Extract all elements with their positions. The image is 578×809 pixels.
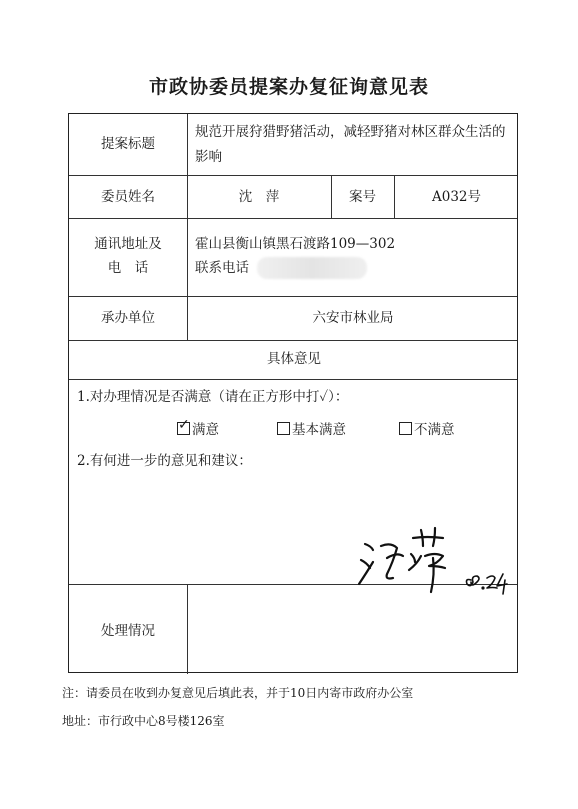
footer-note: 注：请委员在收到办复意见后填此表，并于10日内寄市政府办公室: [62, 686, 414, 700]
row-divider: [69, 175, 517, 176]
option-satisfied[interactable]: [177, 418, 219, 438]
signature-stroke: [359, 562, 373, 584]
row-divider: [69, 296, 517, 297]
page-title: 市政协委员提案办复征询意见表: [148, 76, 429, 98]
signature-stroke: [425, 554, 445, 592]
label-address-line2: 电 话: [107, 260, 149, 276]
col-divider: [187, 114, 188, 340]
checkbox-satisfied[interactable]: [177, 416, 190, 435]
specific-opinion-heading: 具体意见: [267, 351, 321, 367]
checkmark-icon: ✓: [178, 416, 190, 433]
label-processing: 处理情况: [101, 623, 155, 639]
signature-stroke: [361, 560, 370, 568]
option-label: 基本满意: [292, 422, 346, 438]
redacted-phone: [257, 257, 367, 279]
signature-stroke: [413, 537, 443, 538]
handling-unit-value: 六安市林业局: [312, 310, 394, 326]
question-1: 1.对办理情况是否满意（请在正方形中打✓）：: [77, 389, 349, 405]
signature-stroke: [409, 554, 421, 570]
date-digit-8: [467, 576, 480, 586]
label-case-no: 案号: [349, 189, 376, 205]
row-divider: [69, 379, 517, 380]
option-unsatisfied[interactable]: [399, 418, 455, 438]
proposal-title-value: 规范开展狩猎野猪活动，减轻野猪对林区群众生活的影响: [195, 124, 506, 165]
case-no-value: A032号: [431, 189, 482, 205]
option-label: 满意: [192, 422, 219, 438]
signature-stroke: [365, 544, 373, 550]
address-value: 霍山县衡山镇黑石渡路109—302: [195, 236, 396, 252]
option-label: 不满意: [414, 422, 455, 438]
checkbox-unsatisfied[interactable]: [399, 422, 412, 435]
label-handling-unit: 承办单位: [101, 310, 155, 326]
label-address-line1: 通讯地址及: [94, 236, 162, 252]
member-name-value: 沈 萍: [238, 189, 280, 205]
signature-image: [355, 522, 515, 602]
option-basically-satisfied[interactable]: [277, 418, 346, 438]
footer-address: 地址：市行政中心8号楼126室: [62, 714, 225, 728]
date-digit-2: [487, 576, 497, 588]
signature-stroke: [381, 544, 397, 578]
label-proposal-title: 提案标题: [101, 136, 155, 152]
row-divider: [69, 218, 517, 219]
question-2: 2.有何进一步的意见和建议：: [77, 453, 252, 469]
label-member-name: 委员姓名: [101, 189, 155, 205]
date-dot: [482, 587, 484, 589]
phone-label: 联系电话: [195, 260, 249, 276]
row-divider: [69, 340, 517, 341]
checkbox-basically-satisfied[interactable]: [277, 422, 290, 435]
date-digit-4: [497, 574, 507, 594]
label-address: [69, 232, 187, 280]
